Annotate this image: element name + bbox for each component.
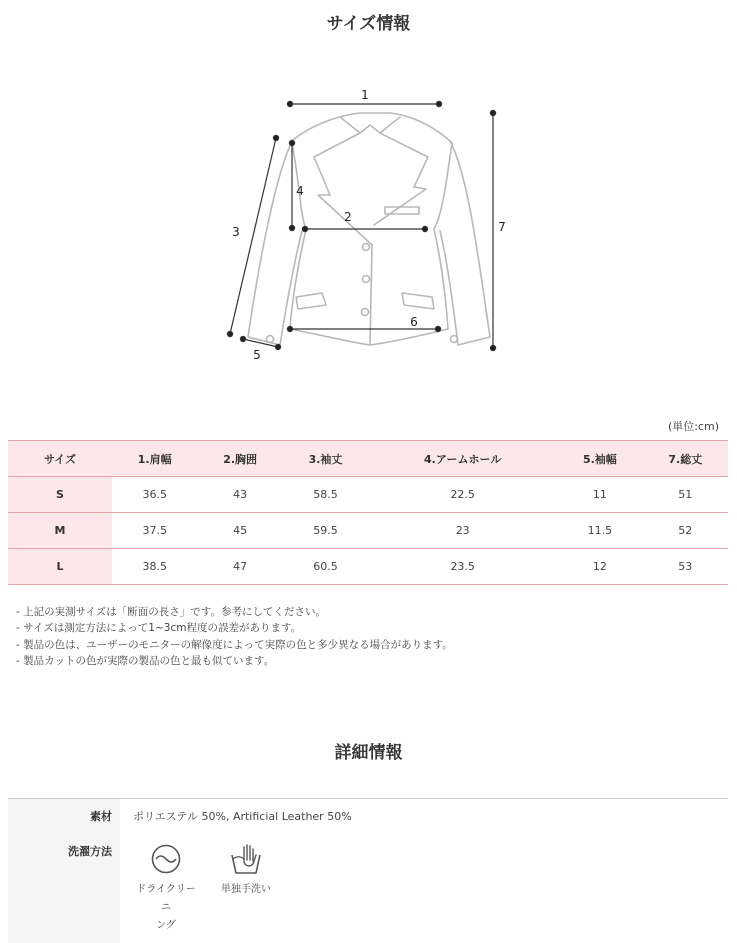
- column-header: 1.肩幅: [112, 441, 197, 477]
- care-item-hand-wash: [213, 843, 279, 935]
- column-header: 4.アームホール: [368, 441, 557, 477]
- column-header: 2.胸囲: [197, 441, 282, 477]
- hand-wash-icon: [229, 843, 263, 875]
- diagram-label-5: 5: [253, 348, 261, 362]
- note-item: - サイズは測定方法によって1~3cm程度の誤差があります。: [16, 622, 302, 635]
- table-cell: 23: [368, 513, 557, 549]
- table-cell: 37.5: [112, 513, 197, 549]
- care-icons: [133, 843, 728, 935]
- material-value: ポリエステル 50%, Artificial Leather 50%: [133, 810, 352, 823]
- table-row: [8, 477, 728, 513]
- note-item: - 製品の色は、ユーザーのモニターの解像度によって実際の色と多少異なる場合があります。: [16, 638, 453, 651]
- dry-clean-icon: [150, 843, 182, 875]
- table-cell: 22.5: [368, 477, 557, 513]
- measure-dot: [422, 226, 427, 231]
- diagram-label-2: 2: [344, 210, 352, 224]
- measure-dot: [436, 101, 441, 106]
- table-cell: 38.5: [112, 549, 197, 585]
- note-item: - 製品カットの色が実際の製品の色と最も似ています。: [16, 654, 275, 667]
- measure-dot: [275, 344, 280, 349]
- column-header: サイズ: [8, 441, 112, 477]
- column-header: 3.袖丈: [283, 441, 368, 477]
- table-row: [8, 513, 728, 549]
- table-cell: 11: [557, 477, 642, 513]
- material-row: [8, 799, 728, 835]
- measure-dot: [302, 226, 307, 231]
- column-header: 5.袖幅: [557, 441, 642, 477]
- diagram-label-6: 6: [410, 315, 418, 329]
- note-item: - 上記の実測サイズは「断面の長さ」です。参考にしてください。: [16, 606, 326, 618]
- diagram-label-7: 7: [498, 220, 506, 234]
- table-row: [8, 549, 728, 585]
- measure-dot: [273, 135, 278, 140]
- measure-dot: [240, 336, 245, 341]
- wash-label: 洗濯方法: [8, 834, 120, 943]
- table-cell: 52: [643, 513, 728, 549]
- measure-dot: [227, 331, 232, 336]
- diagram-label-4: 4: [296, 184, 304, 198]
- size-info-title: サイズ情報: [326, 14, 411, 34]
- material-label: 素材: [8, 799, 120, 835]
- measure-dot: [289, 225, 294, 230]
- measure-dot: [490, 110, 495, 115]
- size-cell: M: [8, 513, 112, 549]
- detail-table: [8, 798, 728, 943]
- table-cell: 59.5: [283, 513, 368, 549]
- table-cell: 47: [197, 549, 282, 585]
- size-cell: L: [8, 549, 112, 585]
- unit-note: (単位:cm): [667, 420, 719, 433]
- wash-row: [8, 834, 728, 943]
- diagram-label-1: 1: [361, 88, 369, 102]
- detail-info-title: 詳細情報: [334, 743, 403, 763]
- diagram-label-3: 3: [232, 225, 240, 239]
- table-cell: 43: [197, 477, 282, 513]
- size-table-header: [8, 441, 728, 477]
- care-label: 単独手洗い: [221, 884, 271, 895]
- table-cell: 11.5: [557, 513, 642, 549]
- size-notes: [16, 604, 453, 669]
- table-cell: 60.5: [283, 549, 368, 585]
- table-cell: 58.5: [283, 477, 368, 513]
- care-item-dry-clean: [133, 843, 199, 935]
- measure-dot: [490, 345, 495, 350]
- table-cell: 23.5: [368, 549, 557, 585]
- measure-dot: [287, 326, 292, 331]
- care-label: ドライクリーニ: [136, 884, 196, 913]
- care-label: ング: [156, 920, 176, 931]
- table-cell: 53: [643, 549, 728, 585]
- table-cell: 45: [197, 513, 282, 549]
- table-cell: 51: [643, 477, 728, 513]
- size-cell: S: [8, 477, 112, 513]
- measure-dot: [287, 101, 292, 106]
- measure-dot: [435, 326, 440, 331]
- size-table: [8, 440, 728, 585]
- table-cell: 12: [557, 549, 642, 585]
- table-cell: 36.5: [112, 477, 197, 513]
- measure-dot: [289, 140, 294, 145]
- jacket-size-diagram: [210, 75, 530, 375]
- wash-care-cell: [120, 834, 728, 943]
- column-header: 7.総丈: [643, 441, 728, 477]
